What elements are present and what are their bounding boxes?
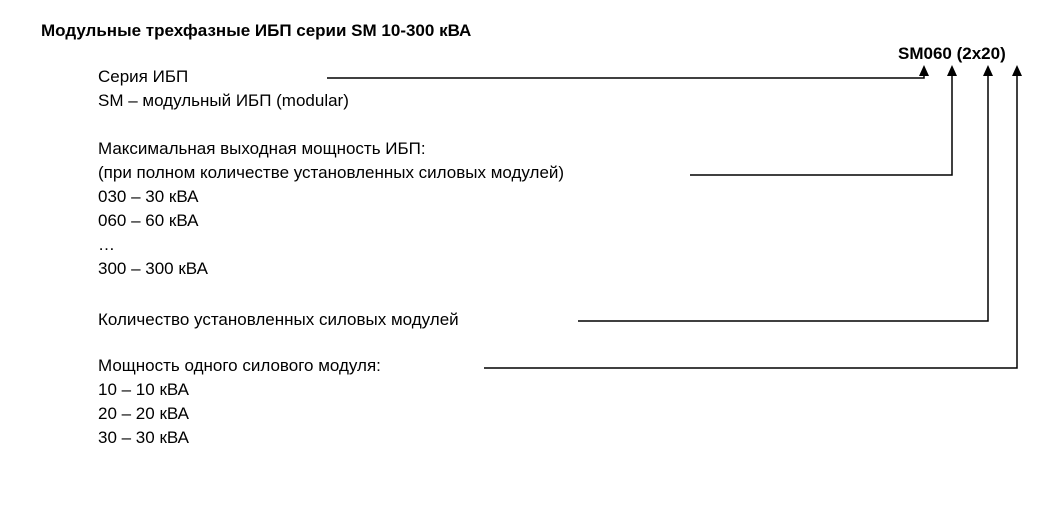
module-power-option: 10 – 10 кВА: [98, 380, 189, 399]
series-heading: Серия ИБП: [98, 67, 189, 86]
model-code-label: SM060 (2x20): [898, 44, 1006, 63]
series-arrow-icon: [919, 65, 929, 76]
max-power-ellipsis: …: [98, 235, 115, 254]
series-connector-line: [327, 68, 924, 78]
module-count-heading: Количество установленных силовых модулей: [98, 310, 459, 329]
max-power-block: [98, 137, 564, 281]
max-power-option: 030 – 30 кВА: [98, 187, 199, 206]
module-power-arrow-icon: [1012, 65, 1022, 76]
max-power-arrow-icon: [947, 65, 957, 76]
module-power-option: 20 – 20 кВА: [98, 404, 189, 423]
module-power-block: [98, 354, 381, 450]
series-block: [98, 65, 349, 113]
max-power-connector-line: [690, 68, 952, 175]
max-power-subheading: (при полном количестве установленных силовых модулей): [98, 163, 565, 182]
max-power-heading: Максимальная выходная мощность ИБП:: [98, 139, 426, 158]
module-count-connector-line: [578, 68, 988, 321]
max-power-option: 060 – 60 кВА: [98, 211, 199, 230]
module-count-arrow-icon: [983, 65, 993, 76]
module-power-heading: Мощность одного силового модуля:: [98, 356, 381, 375]
page-title: Модульные трехфазные ИБП серии SM 10-300 кВА: [41, 21, 472, 40]
module-power-option: 30 – 30 кВА: [98, 428, 189, 447]
max-power-option: 300 – 300 кВА: [98, 259, 208, 278]
module-count-block: [98, 308, 459, 332]
series-option: SM – модульный ИБП (modular): [98, 91, 349, 110]
